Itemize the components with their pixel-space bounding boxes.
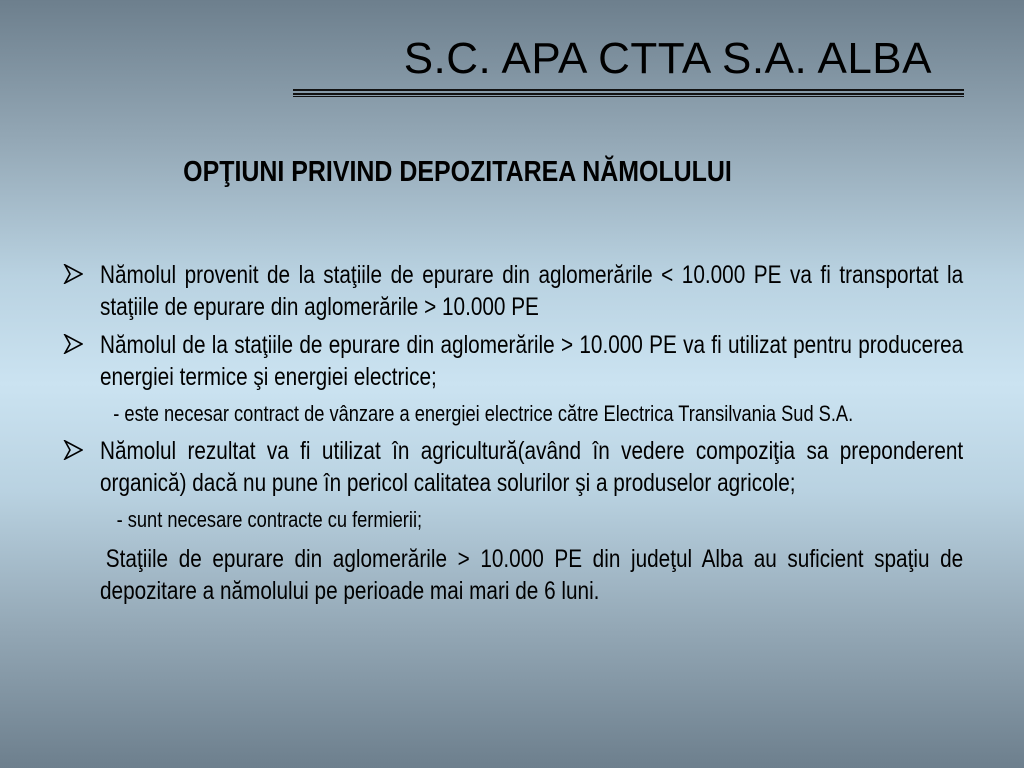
bullet-item — [63, 435, 963, 499]
conclusion-text: Staţiile de epurare din aglomerările > 10.000 PE din judeţul Alba au suficient spaţiu de depozitare a nămolului pe perioade mai mari de 6 luni. — [100, 545, 964, 605]
bullet-item — [63, 329, 963, 393]
bullet-text: Nămolul provenit de la staţiile de epurare din aglomerările < 10.000 PE va fi transportat la staţiile de epurare din aglomerările > 10.000 PE — [100, 261, 964, 321]
title-underline — [293, 96, 964, 97]
arrowhead-bullet-icon — [63, 334, 83, 354]
sub-note — [63, 399, 963, 429]
arrowhead-bullet-icon — [63, 264, 83, 284]
slide-subtitle: OPŢIUNI PRIVIND DEPOZITAREA NĂMOLULUI — [183, 156, 732, 188]
slide-content — [63, 259, 963, 607]
sub-note-text: - este necesar contract de vânzare a energiei electrice către Electrica Transilvania Sud S.A. — [113, 401, 854, 426]
bullet-text: Nămolul rezultat va fi utilizat în agricultură(având în vedere compoziţia sa preponderent organică) dacă nu pune în pericol calitatea solurilor şi a produselor agricole; — [100, 437, 964, 497]
title-underline — [293, 89, 964, 91]
arrowhead-bullet-icon — [63, 440, 83, 460]
bullet-text: Nămolul de la staţiile de epurare din aglomerările > 10.000 PE va fi utilizat pentru producerea energiei termice şi energiei electrice; — [100, 331, 964, 391]
slide-title: S.C. APA CTTA S.A. ALBA — [403, 34, 932, 83]
title-underline — [293, 93, 964, 95]
sub-note — [63, 505, 963, 535]
conclusion-paragraph — [63, 543, 963, 607]
bullet-item — [63, 259, 963, 323]
sub-note-text: - sunt necesare contracte cu fermierii; — [116, 507, 423, 532]
